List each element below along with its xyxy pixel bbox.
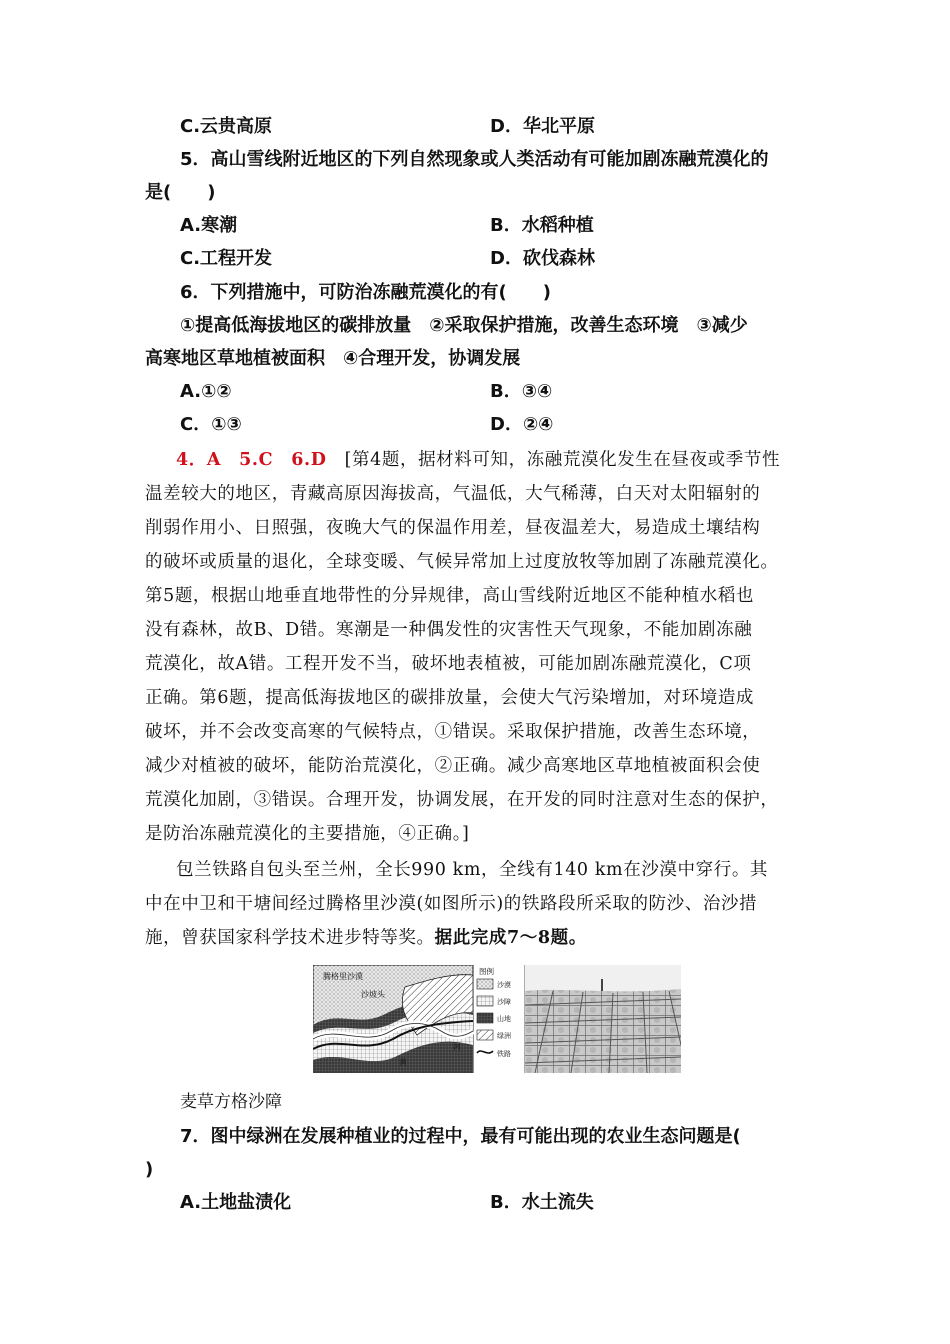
q5-stem: 5．高山雪线附近地区的下列自然现象或人类活动有可能加剧冻融荒漠化的	[180, 149, 769, 170]
answer-line-7: 荒漠化，故A错。工程开发不当，破坏地表植被，可能加剧冻融荒漠化，C项	[145, 654, 752, 674]
map	[313, 965, 473, 1073]
q6-items-cont: 高寒地区草地植被面积 ④合理开发，协调发展	[145, 348, 521, 369]
figure	[313, 965, 681, 1073]
river-label-1: 黄	[399, 1058, 407, 1067]
answer-text: [第4题，据材料可知，冻融荒漠化发生在昼夜或季节性	[344, 450, 781, 470]
q7-stem-cont: )	[145, 1159, 154, 1180]
material-line-2: 中在中卫和干塘间经过腾格里沙漠(如图所示)的铁路段所采取的防沙、治沙措	[145, 894, 758, 914]
answer-line-3: 削弱作用小、日照强，夜晚大气的保温作用差，昼夜温差大，易造成土壤结构	[145, 518, 761, 538]
q6-stem: 6．下列措施中，可防治冻融荒漠化的有( )	[180, 282, 551, 303]
sand-barrier-photo	[525, 965, 681, 1073]
q7-option-a: A.土地盐渍化	[180, 1192, 292, 1213]
legend-title: 图例	[479, 967, 494, 976]
legend-label-railway: 铁路	[497, 1050, 511, 1058]
q7-stem: 7．图中绿洲在发展种植业的过程中，最有可能出现的农业生态问题是(	[180, 1126, 741, 1147]
legend-swatch-desert	[477, 979, 493, 989]
q5-option-b: B．水稻种植	[490, 215, 594, 236]
legend-swatch-railway	[477, 1051, 493, 1053]
q5-option-d: D．砍伐森林	[490, 248, 595, 269]
material-text: 施，曾获国家科学技术进步特等奖。	[145, 928, 435, 948]
q4-option-c: C.云贵高原	[180, 116, 273, 137]
q6-option-b: B．③④	[490, 381, 553, 402]
legend-label-barrier: 沙障	[497, 998, 511, 1006]
legend-label-oasis: 绿洲	[497, 1032, 511, 1040]
legend-swatch-oasis	[477, 1030, 493, 1040]
q5-stem-cont: 是( )	[145, 182, 216, 203]
material-task: 据此完成7～8题。	[434, 928, 587, 948]
legend-label-mountain: 山地	[497, 1015, 511, 1023]
legend-label-desert: 沙漠	[497, 981, 511, 989]
legend-swatch-mountain	[477, 1013, 493, 1023]
q6-option-c: C．①③	[180, 414, 242, 435]
legend-swatch-barrier	[477, 996, 493, 1006]
answer-line-2: 温差较大的地区，青藏高原因海拔高，气温低，大气稀薄，白天对太阳辐射的	[145, 484, 761, 504]
river-label-2: 河	[453, 1042, 461, 1051]
figure-caption: 麦草方格沙障	[180, 1092, 282, 1112]
answer-line-9: 破坏，并不会改变高寒的气候特点，①错误。采取保护措施，改善生态环境，	[145, 722, 761, 742]
answer-line-12: 是防治冻融荒漠化的主要措施，④正确。]	[145, 824, 470, 844]
q6-option-d: D．②④	[490, 414, 554, 435]
q5-option-c: C.工程开发	[180, 248, 273, 269]
q6-option-a: A.①②	[180, 381, 232, 402]
map-title-label: 腾格里沙漠	[323, 972, 363, 981]
answer-line-8: 正确。第6题，提高低海拔地区的碳排放量，会使大气污染增加，对环境造成	[145, 688, 755, 708]
answer-line-10: 减少对植被的破坏，能防治荒漠化，②正确。减少高寒地区草地植被面积会使	[145, 756, 761, 776]
answer-line-1	[176, 448, 780, 472]
answer-line-5: 第5题，根据山地垂直地带性的分异规律，高山雪线附近地区不能种植水稻也	[145, 586, 755, 606]
answer-line-4: 的破坏或质量的退化，全球变暖、气候异常加上过度放牧等加剧了冻融荒漠化。	[145, 552, 779, 572]
answer-line-11: 荒漠化加剧，③错误。合理开发，协调发展，在开发的同时注意对生态的保护，	[145, 790, 779, 810]
place-label: 沙坡头	[361, 990, 385, 999]
q7-option-b: B．水土流失	[490, 1192, 594, 1213]
answer-line-6: 没有森林，故B、D错。寒潮是一种偶发性的灾害性天气现象，不能加剧冻融	[145, 620, 753, 640]
q6-items: ①提高低海拔地区的碳排放量 ②采取保护措施，改善生态环境 ③减少	[180, 315, 748, 336]
material-line-3	[145, 926, 587, 950]
material-line-1: 包兰铁路自包头至兰州，全长990 km，全线有140 km在沙漠中穿行。其	[176, 860, 769, 880]
q5-option-a: A.寒潮	[180, 215, 238, 236]
q4-option-d: D．华北平原	[490, 116, 595, 137]
legend	[477, 966, 511, 1058]
answer-key: 4．A 5.C 6.D	[176, 450, 327, 470]
